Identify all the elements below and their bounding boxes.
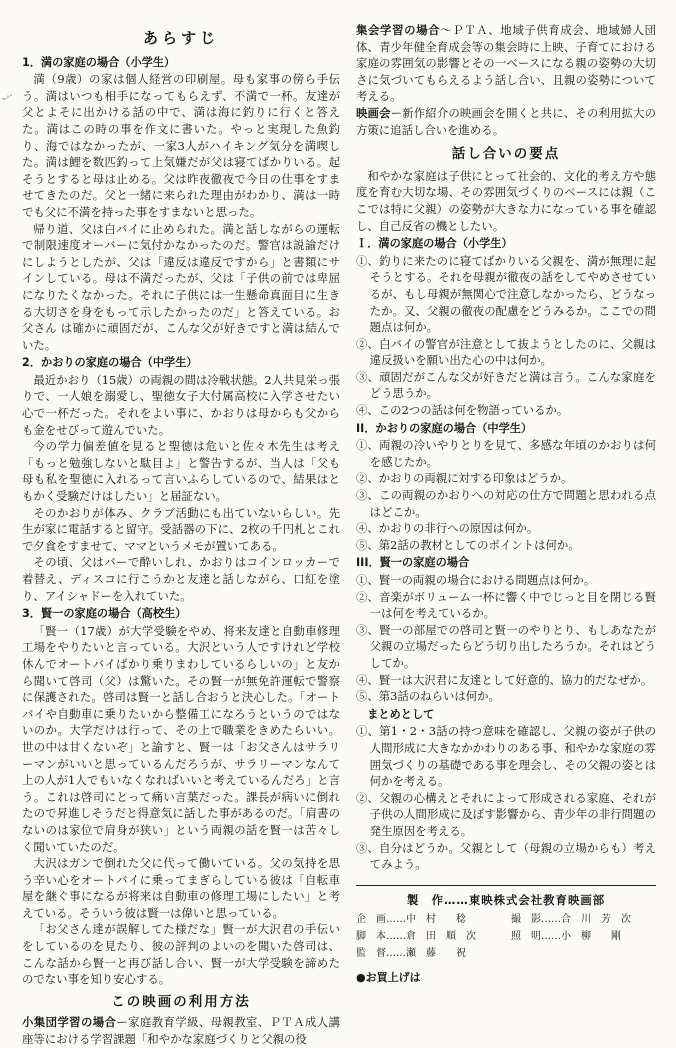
discussion-item: ②、父親の心構えとそれによって形成される家庭、それが子供の人間形成に及ぼす影響から、青少年の非行問題の発生原因を考える。 (356, 790, 656, 838)
credit-entry: 監 督……瀬 藤 祝 (356, 947, 466, 959)
discussion-item: ①、両親の冷いやりとりを見て、多感な年頃のかおりは何を感じたか。 (356, 438, 656, 469)
paragraph: そのかおりが体み、クラブ活動にも出ていないらしい。先生が家に電話すると留守。受話器の下に、2枚の千円札とこれで夕食をすませて、ママというメモが置いてある。 (22, 505, 340, 553)
credit-entry: 脚 本……倉 田 順 次 (356, 930, 476, 942)
credit-rows (356, 911, 656, 962)
right-column (356, 22, 656, 986)
usage-group-text: ～ＰＴＡ、地域子供育成会、地域婦人団体、青少年健全育成会等の集会時に上映、子育てにおける家庭の雰囲気の影響とその一ベースになる親の姿勢の大切さに気づいてもらえるよう話し合い、且親の姿勢について考える。 (356, 23, 656, 104)
discussion-item: ③、この両親のかおりへの対応の仕方で問題と思われる点はどこか。 (356, 488, 656, 519)
discussion-item: ①、釣りに来たのに寝てばかりいる父親を、満が無理に起そうとする。それを母親が徹夜の話をしてやめさせているが、もし母親が無関心で注意しなかったら、どうなったか。又、父親の徹夜の配慮をどうみるか。ここでの問題点は何か。 (356, 253, 656, 335)
summary-title: あらすじ (142, 29, 219, 47)
credit-row (356, 911, 656, 928)
margin-mark: ｰ°ﾞ (2, 95, 15, 105)
discussion-item: ③、自分はどうか。父親として（母親の立場からも）考えてみよう。 (356, 840, 656, 872)
summary-head: まとめとして (367, 707, 435, 721)
paragraph: 大沢はガンで倒れた父に代って働いている。父の気持を思う辛い心をオートバイに乗ってまぎらしている彼は「自転車屋を継ぐ事になるが将来は自動車の修理工場にしたい」と考えている。そういう彼は賢一は偉いと思っている。 (22, 856, 340, 920)
points-head-kenichi: III．賢一の家庭の場合 (356, 556, 470, 570)
paragraph: 最近かおり（15歳）の両親の間は冷戦状態。2人共見栄っ張りで、一人娘を溺愛し、聖徳女子大付属高校に入学させたい心で一杯だった。それをよい事に、かおりは母からも父からも金をせびって遊んでいた。 (22, 372, 340, 437)
credit-entry: 企 画……中 村 稔 (356, 913, 466, 925)
points-head-kaori: II．かおりの家庭の場合（中学生） (356, 421, 533, 435)
discussion-item: ④、かおりの非行への原因は何か。 (356, 521, 539, 536)
discussion-item: ④、この2つの話は何を物語っているか。 (356, 403, 569, 418)
paragraph: 「賢一（17歳）が大学受験をやめ、将来友達と自動車修理工場をやりたいと言っている。大沢という人ですけれど学校休んでオートバイばかり乗りまわしているらしいの」と友から聞いて啓司（父）は驚いた。その賢一が無免許運転で警察に保護された。啓司は賢一と話し合おうと決心した。「オートバイや自動車に乗りたいから整備工になろうというのではないのか。大学だけは行って、その上で職業をきめたらいい。世の中は甘くないぞ」と諭すと、賢一は「お父さんはサラリーマンがいいと思っているんだろうが、サラリーマンなんて上の人が1人でもいなくなればいいと考えているんだろ」と言う。これは啓司にとって痛い言葉だった。課長が病いに倒れたので昇進しそうだと得意気に話した事があるのだ。「肩書のないのは家位で肩身が狭い」という両親の話を賢一は苦々しく聞いていたのだ。 (22, 623, 340, 854)
paragraph: 満（9歳）の家は個人経営の印刷屋。母も家事の傍ら手伝う。満はいつも相手になってもらえず、不満で一杯。友達が父とよそに出かける話の中で、満は海に釣りに行くと答えた。満はこの時の事を作文に書いた。やっと実現した魚釣り、海ではなかったが、一家3人がハイキング気分を満喫した。満は鯉を数匹釣って上気嫌だが父は寝てばかりいる。起そうとすると母は止める。父は昨夜徹夜で今日の仕事をすませてきたのだ。父と一緒に来られた理由がわかり、満は一時でも父に不満を持った事をすまないと思った。 (22, 72, 340, 219)
paragraph: その頃、父はバーで酔いしれ、かおりはコインロッカーで着替え、ディスコに行こうかと友達と話しながら、口紅を塗り、アイシャドーを入れていた。 (22, 555, 340, 603)
points-list-kaori (356, 437, 656, 553)
credit-entry: 照 明……小 柳 剛 (511, 930, 621, 942)
usage-small-text: ー家庭教育学級、母親教室、ＰＴＡ成人講座等における学習課題「和やかな家庭づくりと父親の役 (22, 1015, 340, 1047)
usage-movie (356, 105, 656, 138)
points-list-mitsuru (356, 253, 656, 419)
discussion-item: ②、白バイの警官が注意として抜ようとしたのに、父親は違反扱いを願い出た心の中は何か。 (356, 336, 656, 368)
production-label: 製 作……東映株式会社教育映画部 (406, 892, 606, 907)
summary-list (356, 723, 656, 872)
discussion-item: ②、音楽がボリューム一杯に響く中でじっと目を閉じる賢一は何を考えているか。 (356, 589, 656, 621)
paragraph: 「お父さん達が誤解してた様だな」賢一が大沢君の手伝いをしているのを見たり、彼の評判のよいのを聞いた啓司は、こんな話から賢一と再び話し合い、賢一が大学受験を諦めたのでない事を知り安心する。 (22, 922, 340, 987)
discussion-item: ①、賢一の両親の場合における問題点は何か。 (356, 573, 596, 587)
points-title: 話し合いの要点 (451, 146, 561, 163)
paragraph: 帰り道、父は白バイに止められた。満と話しながらの運転で制限速度オーバーに気付かなかったのだ。警官は説諭だけにしようとしたが、父は「違反は違反ですから」と書類にサインしている。母は不満だったが、父は「子供の前では卑屈になりたくなかった。それに子供には一生懸命真面目に生きる大切さを身をもって示したかったのだ」と答えている。お父さん は確かに頑固だが、こんな父が好きですと満は結んでいた。 (22, 221, 340, 352)
discussion-item: ⑤、第2話の教材としてのポイントは何か。 (356, 537, 580, 552)
credit-entry (511, 945, 656, 962)
credit-entry: 撮 影……合 川 芳 次 (511, 913, 631, 925)
credits-box (356, 885, 656, 962)
left-column (22, 22, 340, 1048)
points-list-kenichi (356, 572, 656, 705)
discussion-item: ①、第1・2・3話の持つ意味を確認し、父親の姿が子供の人間形成に大きなかかわりのある事、和やかな家庭の雰囲気づくりの基礎である事を理会し、その父親の姿とは何かを考える。 (356, 724, 656, 789)
section-head-kenichi: 3．賢一の家庭の場合（高校生） (22, 607, 187, 621)
discussion-item: ③、頑固だがこんな父が好きだと満は言う。こんな家庭をどう思うか。 (356, 369, 656, 401)
points-head-mitsuru: Ｉ．満の家庭の場合（小学生） (356, 237, 513, 251)
paragraph: 今の学力偏差値を見ると聖徳は危いと佐々木先生は考え「もっと勉強しないと駄目よ」と警告するが、当人は「父も母も私を聖徳に入れるって言いふらしているので、結果はともかく受験だけはしたい」と届証ない。 (22, 439, 340, 504)
usage-group-label: 集会学習の場合 (356, 23, 441, 37)
credit-row (356, 928, 656, 945)
discussion-item: ②、かおりの両親に対する印象はどうか。 (356, 471, 573, 486)
usage-group (356, 22, 656, 105)
points-intro: 和やかな家庭は子供にとって社会的、文化的考え方や態度を育む大切な場、その雰囲気づくりのベースには親（ここでは特に父親）の姿勢が大きな力になっている事を確認し、自己反省の機としたい。 (356, 168, 656, 233)
credit-row (356, 945, 656, 962)
usage-small-group (22, 1014, 340, 1047)
usage-movie-text: ー新作紹介の映画会を開くと共に、その利用拡大の方策に追話し合いを進める。 (356, 105, 656, 137)
usage-small-label: 小集団学習の場合 (22, 1015, 117, 1030)
section-head-kaori: 2．かおりの家庭の場合（中学生） (22, 356, 198, 370)
discussion-item: ③、賢一の部屋での啓司と賢一のやりとり、もしあなたが父親の立場だったらどう切り出したろうか。それはどうしてか。 (356, 622, 656, 670)
discussion-item: ④、賢一は大沢君に友達として好意的、協力的だなぜか。 (356, 672, 653, 687)
section-head-mitsuru: 1．満の家庭の場合（小学生） (22, 55, 176, 69)
discussion-item: ⑤、第3話のねらいは何か。 (356, 689, 500, 704)
usage-title: この映画の利用方法 (111, 993, 251, 1010)
purchase-label: ●お買上げは (356, 970, 421, 984)
usage-movie-label: 映画会 (356, 105, 391, 120)
